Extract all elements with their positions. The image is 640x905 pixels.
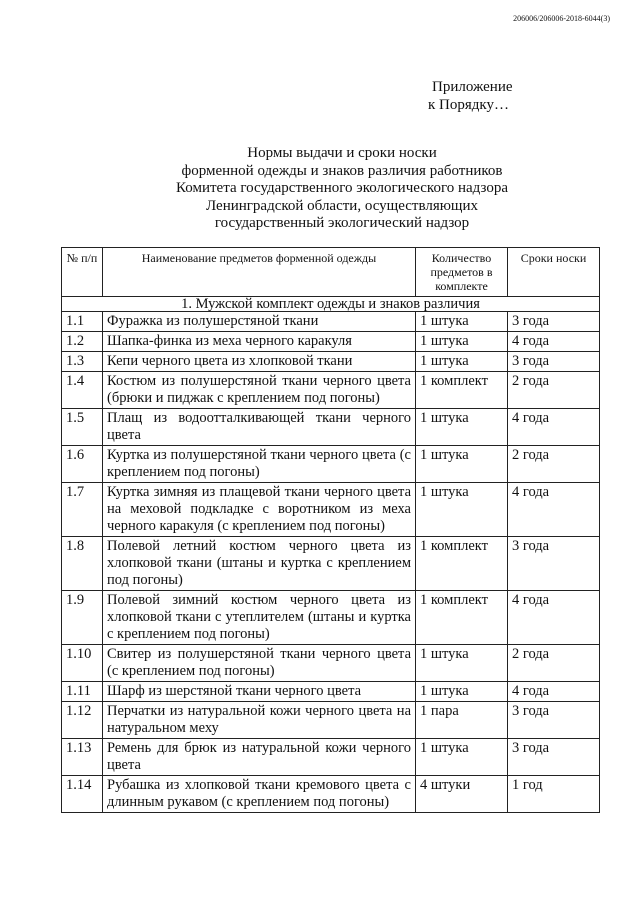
- row-item-name: Кепи черного цвета из хлопковой ткани: [103, 352, 416, 372]
- row-number: 1.1: [62, 312, 103, 332]
- appendix-reference: [428, 78, 513, 114]
- header-item-name: Наименование предметов форменной одежды: [103, 248, 416, 297]
- row-wear-period: 2 года: [508, 446, 600, 483]
- row-quantity: 1 комплект: [416, 591, 508, 645]
- row-number: 1.6: [62, 446, 103, 483]
- row-item-name: Плащ из водоотталкивающей ткани черного цвета: [103, 409, 416, 446]
- row-quantity: 1 штука: [416, 645, 508, 682]
- header-number: № п/п: [62, 248, 103, 297]
- row-item-name: Перчатки из натуральной кожи черного цвета на натуральном меху: [103, 702, 416, 739]
- row-item-name: Куртка из полушерстяной ткани черного цвета (с креплением под погоны): [103, 446, 416, 483]
- row-wear-period: 4 года: [508, 682, 600, 702]
- row-number: 1.12: [62, 702, 103, 739]
- row-number: 1.11: [62, 682, 103, 702]
- row-number: 1.5: [62, 409, 103, 446]
- title-line: Нормы выдачи и сроки носки: [247, 145, 437, 161]
- row-number: 1.14: [62, 776, 103, 813]
- row-item-name: Ремень для брюк из натуральной кожи черного цвета: [103, 739, 416, 776]
- uniform-norms-table: [61, 247, 600, 813]
- row-quantity: 1 штука: [416, 352, 508, 372]
- row-quantity: 1 штука: [416, 483, 508, 537]
- table-row: [62, 591, 600, 645]
- row-item-name: Полевой зимний костюм черного цвета из хлопковой ткани с утеплителем (штаны и куртка с креплением под погоны): [103, 591, 416, 645]
- row-quantity: 1 штука: [416, 332, 508, 352]
- row-quantity: 4 штуки: [416, 776, 508, 813]
- row-quantity: 1 штука: [416, 409, 508, 446]
- row-quantity: 1 пара: [416, 702, 508, 739]
- row-wear-period: 2 года: [508, 372, 600, 409]
- row-wear-period: 2 года: [508, 645, 600, 682]
- row-item-name: Фуражка из полушерстяной ткани: [103, 312, 416, 332]
- table-row: [62, 776, 600, 813]
- table-row: [62, 372, 600, 409]
- row-quantity: 1 комплект: [416, 537, 508, 591]
- table-row: [62, 645, 600, 682]
- row-number: 1.10: [62, 645, 103, 682]
- table-row: [62, 702, 600, 739]
- document-title: [0, 145, 640, 233]
- title-line: государственный экологический надзор: [214, 215, 470, 231]
- row-number: 1.4: [62, 372, 103, 409]
- row-wear-period: 4 года: [508, 409, 600, 446]
- row-wear-period: 3 года: [508, 702, 600, 739]
- table-row: [62, 483, 600, 537]
- row-wear-period: 3 года: [508, 352, 600, 372]
- table-row: [62, 332, 600, 352]
- row-item-name: Шапка-финка из меха черного каракуля: [103, 332, 416, 352]
- row-wear-period: 3 года: [508, 312, 600, 332]
- row-wear-period: 4 года: [508, 591, 600, 645]
- section-title: 1. Мужской комплект одежды и знаков различия: [62, 297, 600, 312]
- title-line: Комитета государственного экологического надзора: [176, 180, 508, 196]
- table-row: [62, 446, 600, 483]
- row-number: 1.13: [62, 739, 103, 776]
- row-number: 1.8: [62, 537, 103, 591]
- table-row: [62, 682, 600, 702]
- appendix-line: к Порядку…: [428, 97, 509, 113]
- row-wear-period: 3 года: [508, 537, 600, 591]
- row-number: 1.3: [62, 352, 103, 372]
- row-quantity: 1 штука: [416, 312, 508, 332]
- table-row: [62, 352, 600, 372]
- document-number: 206006/206006-2018-6044(3): [513, 14, 610, 23]
- row-quantity: 1 штука: [416, 682, 508, 702]
- title-line: форменной одежды и знаков различия работников: [181, 162, 503, 179]
- row-number: 1.7: [62, 483, 103, 537]
- row-quantity: 1 комплект: [416, 372, 508, 409]
- row-wear-period: 1 год: [508, 776, 600, 813]
- table-row: [62, 739, 600, 776]
- table-header-row: [62, 248, 600, 297]
- row-number: 1.9: [62, 591, 103, 645]
- row-item-name: Полевой летний костюм черного цвета из хлопковой ткани (штаны и куртка с креплением под погоны): [103, 537, 416, 591]
- row-item-name: Куртка зимняя из плащевой ткани черного цвета на меховой подкладке с воротником из меха черного каракуля (с креплением под погоны): [103, 483, 416, 537]
- row-item-name: Шарф из шерстяной ткани черного цвета: [103, 682, 416, 702]
- row-item-name: Свитер из полушерстяной ткани черного цвета (с креплением под погоны): [103, 645, 416, 682]
- appendix-line: Приложение: [432, 79, 513, 95]
- title-line: Ленинградской области, осуществляющих: [205, 197, 479, 214]
- row-number: 1.2: [62, 332, 103, 352]
- row-wear-period: 3 года: [508, 739, 600, 776]
- row-item-name: Костюм из полушерстяной ткани черного цвета (брюки и пиджак с креплением под погоны): [103, 372, 416, 409]
- table-row: [62, 409, 600, 446]
- row-wear-period: 4 года: [508, 332, 600, 352]
- table-row: [62, 537, 600, 591]
- row-wear-period: 4 года: [508, 483, 600, 537]
- row-quantity: 1 штука: [416, 446, 508, 483]
- section-row: [62, 297, 600, 312]
- table-row: [62, 312, 600, 332]
- header-wear-period: Сроки носки: [508, 248, 600, 297]
- row-quantity: 1 штука: [416, 739, 508, 776]
- row-item-name: Рубашка из хлопковой ткани кремового цвета с длинным рукавом (с креплением под погоны): [103, 776, 416, 813]
- header-quantity: Количество предметов в комплекте: [416, 248, 508, 297]
